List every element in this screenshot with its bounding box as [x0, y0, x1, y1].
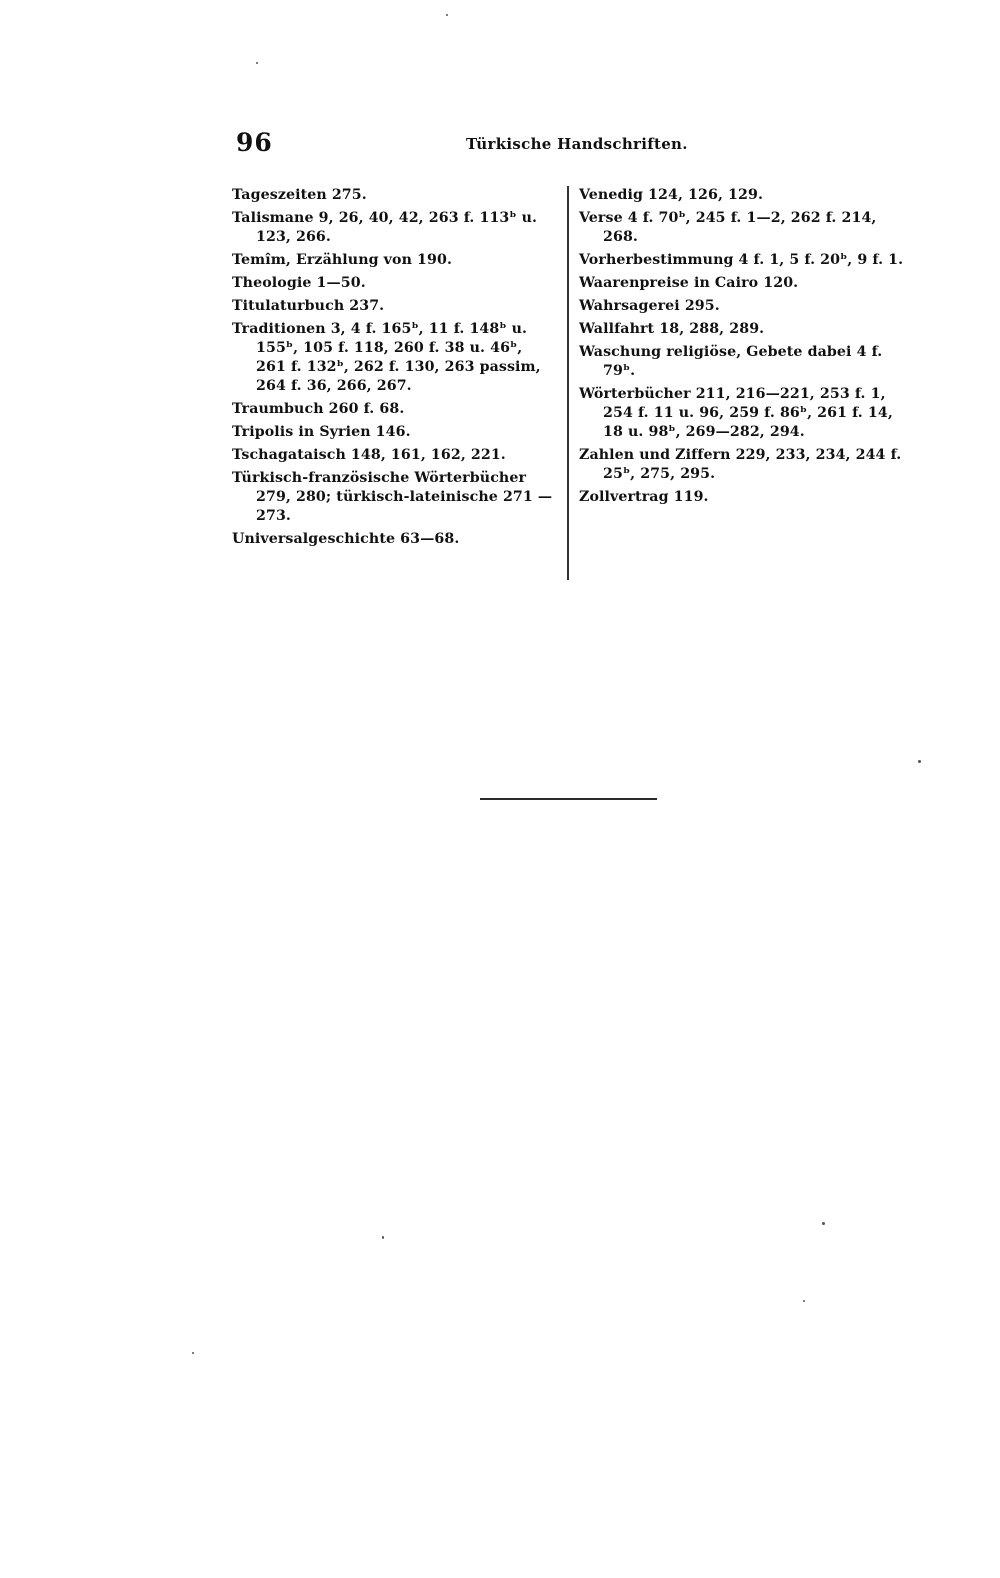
index-entry: Traditionen 3, 4 f. 165ᵇ, 11 f. 148ᵇ u. 155ᵇ, 105 f. 118, 260 f. 38 u. 46ᵇ, 261 f. 132ᵇ, 262 f. 130, 263 passim, 264 f. 36, 266, 267.	[232, 321, 541, 394]
index-column-left	[232, 186, 556, 553]
scan-speck	[382, 1236, 384, 1239]
index-entry: Waarenpreise in Cairo 120.	[579, 275, 799, 291]
column-divider	[567, 186, 569, 580]
page-number: 96	[236, 128, 273, 157]
index-entry: Talismane 9, 26, 40, 42, 263 f. 113ᵇ u. 123, 266.	[232, 210, 538, 245]
index-entry: Venedig 124, 126, 129.	[579, 187, 763, 203]
index-entry: Tschagataisch 148, 161, 162, 221.	[232, 447, 506, 463]
index-entry: Universalgeschichte 63—68.	[232, 531, 460, 547]
running-title: Türkische Handschriften.	[466, 135, 688, 153]
index-entry: Türkisch-französische Wörterbücher 279, 280; türkisch-lateinische 271 —273.	[232, 470, 553, 524]
index-entry: Verse 4 f. 70ᵇ, 245 f. 1—2, 262 f. 214, 268.	[579, 210, 877, 245]
index-entry: Wallfahrt 18, 288, 289.	[579, 321, 765, 337]
scan-speck	[192, 1352, 194, 1354]
index-entry: Waschung religiöse, Gebete dabei 4 f. 79ᵇ.	[579, 344, 883, 379]
index-entry: Wahrsagerei 295.	[579, 298, 720, 314]
index-entry: Tripolis in Syrien 146.	[232, 424, 411, 440]
index-entry: Titulaturbuch 237.	[232, 298, 385, 314]
index-entry: Temîm, Erzählung von 190.	[232, 252, 452, 268]
index-entry: Tageszeiten 275.	[232, 187, 367, 203]
index-entry: Wörterbücher 211, 216—221, 253 f. 1, 254 f. 11 u. 96, 259 f. 86ᵇ, 261 f. 14, 18 u. 98ᵇ, 269—282, 294.	[579, 386, 893, 440]
index-entry: Zollvertrag 119.	[579, 489, 709, 505]
scan-speck	[803, 1300, 805, 1302]
index-entry: Traumbuch 260 f. 68.	[232, 401, 405, 417]
scan-speck	[918, 760, 921, 763]
scan-speck	[256, 62, 258, 64]
scan-speck	[822, 1222, 825, 1225]
scan-speck	[446, 14, 448, 16]
index-entry: Theologie 1—50.	[232, 275, 366, 291]
end-rule	[480, 798, 657, 800]
index-entry: Zahlen und Ziffern 229, 233, 234, 244 f. 25ᵇ, 275, 295.	[579, 447, 902, 482]
index-column-right	[579, 186, 909, 511]
index-entry: Vorherbestimmung 4 f. 1, 5 f. 20ᵇ, 9 f. 1.	[579, 252, 904, 268]
